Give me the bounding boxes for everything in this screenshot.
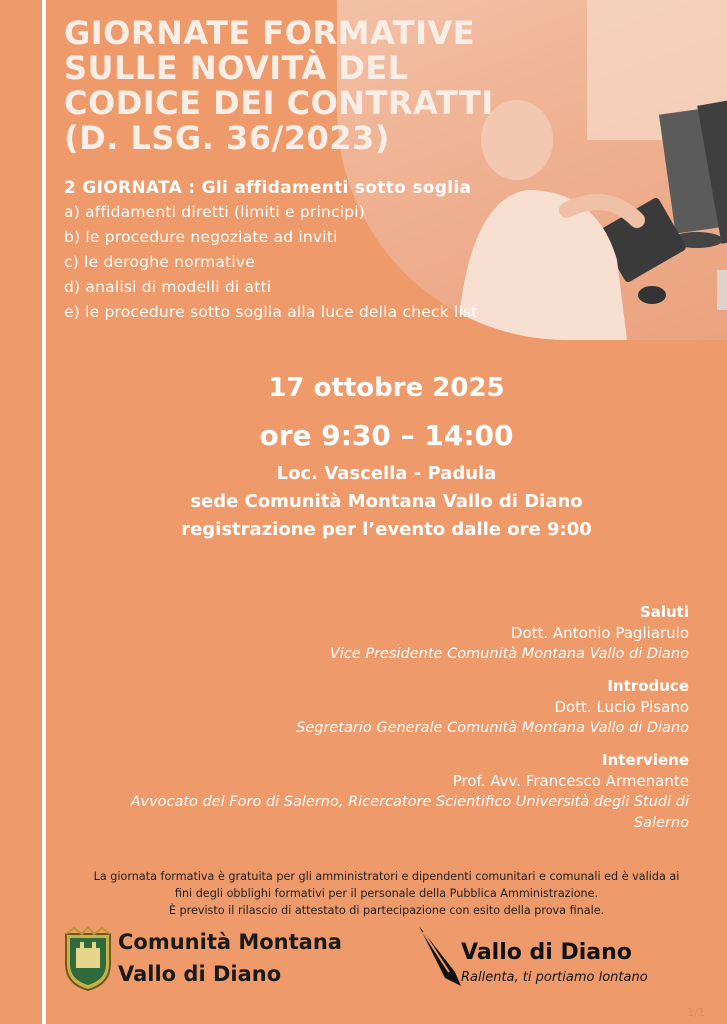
coat-of-arms-icon [62, 926, 114, 992]
agenda-item: e) le procedure sotto soglia alla luce della check list [64, 303, 478, 321]
speakers-list [49, 602, 689, 845]
speaker-description: Avvocato del Foro di Salerno, Ricercatore Scientifico Università degli Studi di [130, 794, 689, 810]
title-line-4: (D. LSG. 36/2023) [64, 119, 390, 157]
logo-left-line-1: Comunità Montana [118, 930, 342, 954]
logo-left-line-2: Vallo di Diano [118, 962, 282, 986]
agenda-item: d) analisi di modelli di atti [64, 278, 272, 296]
page-number: 1/1 [687, 1006, 705, 1019]
logo-right-tagline: Rallenta, ti portiamo lontano [461, 970, 648, 985]
comunita-montana-logo [62, 926, 372, 994]
speaker-block [49, 750, 689, 834]
event-venue: sede Comunità Montana Vallo di Diano [190, 491, 583, 512]
speaker-description: Vice Presidente Comunità Montana Vallo di Diano [329, 646, 689, 662]
agenda-item: a) affidamenti diretti (limiti e principi) [64, 203, 366, 221]
vallo-di-diano-logo [415, 924, 715, 994]
logo-right-name: Vallo di Diano [461, 940, 632, 965]
speaker-block [49, 602, 689, 665]
title-line-2: SULLE NOVITÀ DEL [64, 49, 409, 87]
event-registration: registrazione per l’evento dalle ore 9:00 [181, 519, 592, 540]
speaker-role: Saluti [639, 603, 689, 621]
footnote-line-3: È previsto il rilascio di attestato di partecipazione con esito della prova finale. [168, 904, 605, 917]
speaker-description: Segretario Generale Comunità Montana Vallo di Diano [296, 720, 689, 736]
speaker-name: Dott. Antonio Pagliarulo [510, 624, 689, 642]
event-location: Loc. Vascella - Padula [276, 463, 497, 484]
agenda-item: c) le deroghe normative [64, 253, 255, 271]
agenda [64, 176, 714, 325]
event-time: ore 9:30 – 14:00 [259, 419, 514, 452]
agenda-item: b) le procedure negoziate ad inviti [64, 228, 338, 246]
event-title [64, 16, 684, 156]
quill-icon [415, 924, 463, 994]
speaker-role: Introduce [607, 677, 689, 695]
footnote-line-1: La giornata formativa è gratuita per gli amministratori e dipendenti comunitari e comunali ed è valida ai [93, 870, 680, 883]
speaker-name: Dott. Lucio Pisano [554, 698, 689, 716]
speaker-block [49, 676, 689, 739]
event-date: 17 ottobre 2025 [268, 373, 505, 403]
footnote [46, 868, 727, 919]
title-line-1: GIORNATE FORMATIVE [64, 14, 476, 52]
speaker-role: Interviene [602, 751, 689, 769]
footnote-line-2: fini degli obblighi formativi per il personale della Pubblica Amministrazione. [174, 887, 599, 900]
speaker-description-continued: Salerno [633, 815, 689, 831]
title-line-3: CODICE DEI CONTRATTI [64, 84, 494, 122]
speaker-name: Prof. Avv. Francesco Armenante [452, 772, 689, 790]
agenda-heading: 2 GIORNATA : Gli affidamenti sotto soglia [64, 178, 472, 198]
